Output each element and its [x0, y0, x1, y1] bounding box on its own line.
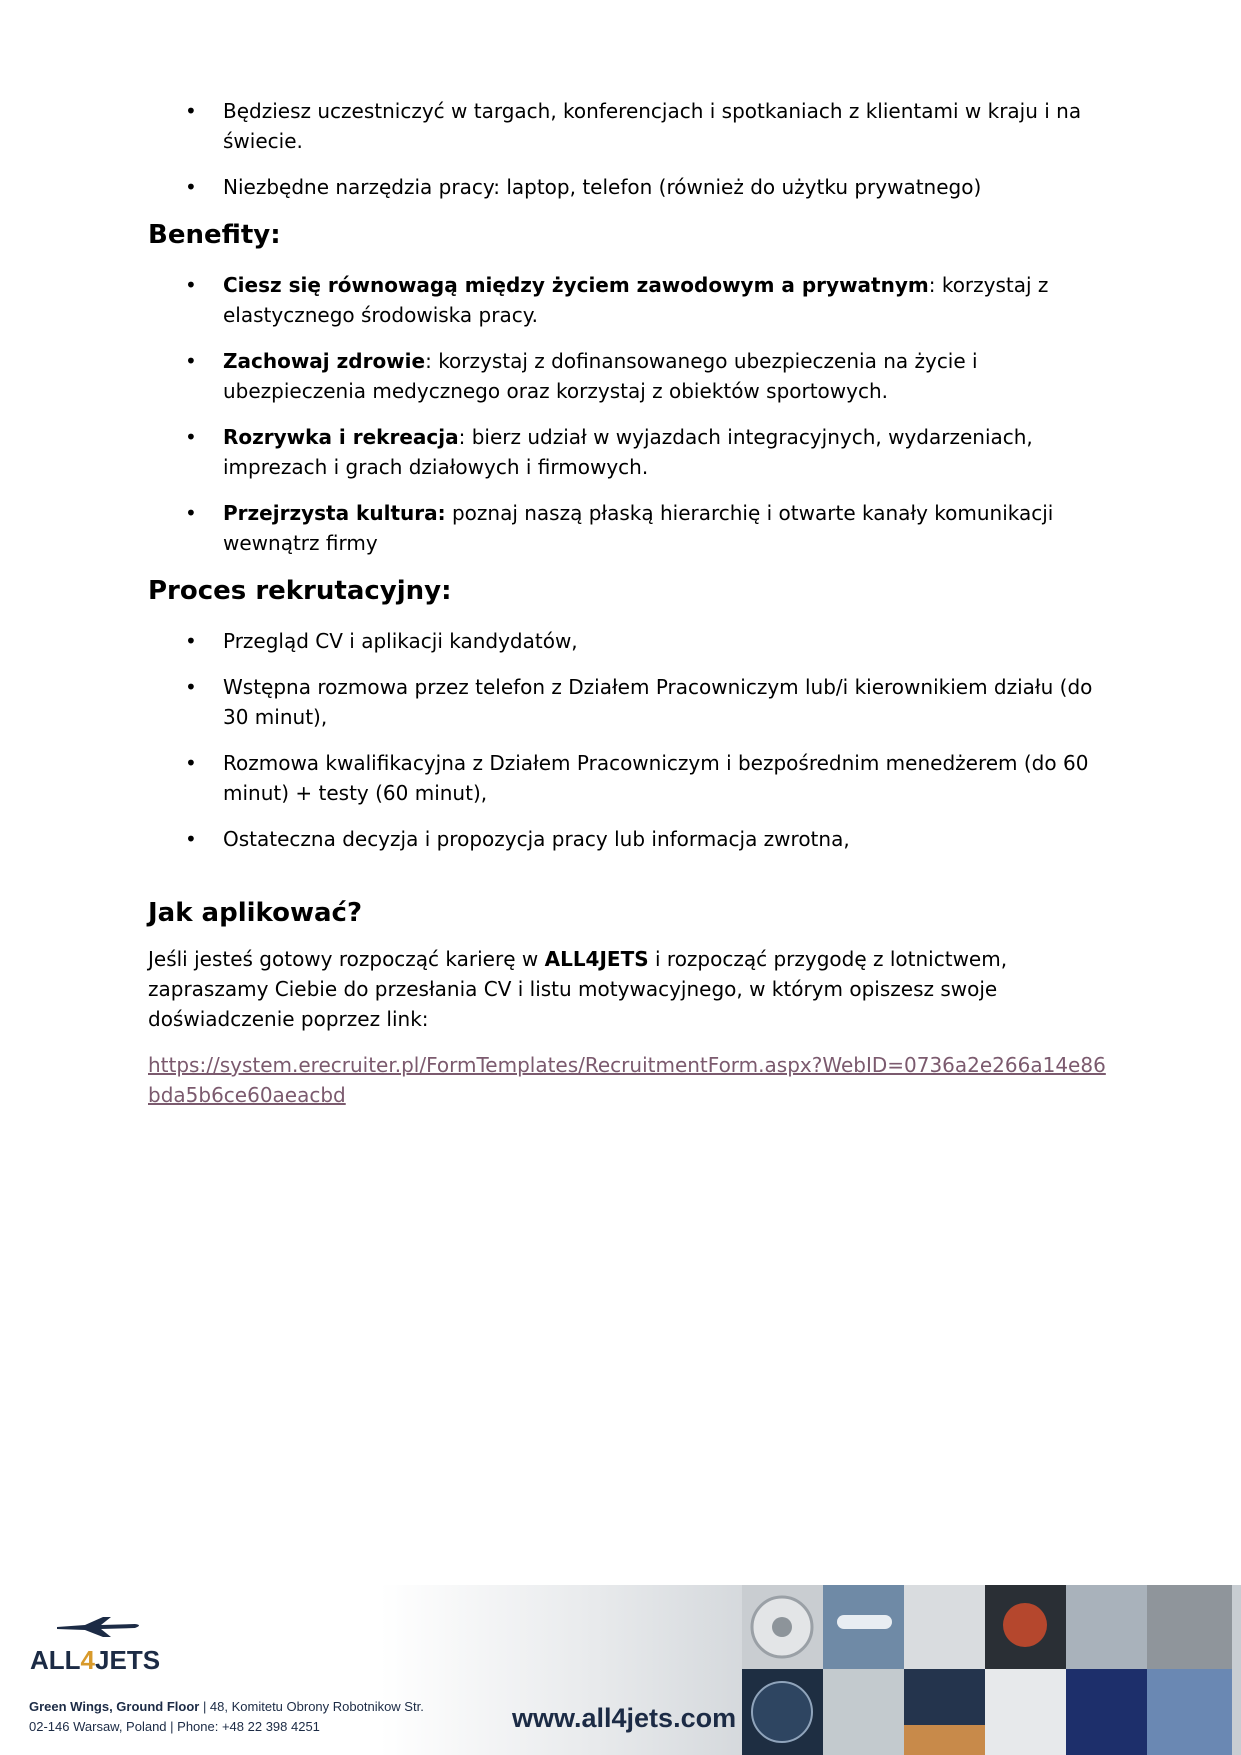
footer-address-line-2: 02-146 Warsaw, Poland | Phone: +48 22 398 4251	[29, 1719, 320, 1734]
process-heading: Proces rekrutacyjny:	[148, 576, 452, 606]
list-item-text: Przegląd CV i aplikacji kandydatów,	[223, 629, 578, 653]
recruitment-form-link[interactable]: https://system.erecruiter.pl/FormTemplates/RecruitmentForm.aspx?WebID=0736a2e266a14e86bda5b6ce60aeacbd	[148, 1053, 1106, 1107]
logo-wordmark: ALL4JETS	[30, 1645, 161, 1675]
bullet-icon: •	[185, 751, 197, 775]
benefits-list	[148, 270, 1108, 558]
benefit-text: : korzystaj z dofinansowanego ubezpieczenia na życie i ubezpieczenia medycznego oraz korzystaj z obiektów sportowych.	[223, 349, 978, 403]
apply-heading: Jak aplikować?	[148, 898, 363, 928]
all4jets-logo	[30, 1603, 180, 1693]
list-item	[148, 172, 1108, 202]
apply-text-before: Jeśli jesteś gotowy rozpocząć karierę w	[148, 947, 545, 971]
footer-address-line-1: Green Wings, Ground Floor | 48, Komitetu Obrony Robotnikow Str.	[29, 1699, 424, 1714]
list-item-text: Rozmowa kwalifikacyjna z Działem Pracowniczym i bezpośrednim menedżerem (do 60 minut) + testy (60 minut),	[223, 751, 1089, 805]
top-bullet-list	[148, 96, 1108, 202]
bullet-icon: •	[185, 629, 197, 653]
list-item-text: Będziesz uczestniczyć w targach, konferencjach i spotkaniach z klientami w kraju i na świecie.	[223, 99, 1082, 153]
list-item	[148, 824, 1108, 854]
bullet-icon: •	[185, 99, 197, 123]
bullet-icon: •	[185, 273, 197, 297]
benefit-text: : bierz udział w wyjazdach integracyjnych, wydarzeniach, imprezach i grach działowych i firmowych.	[223, 425, 1033, 479]
apply-paragraph	[148, 944, 1108, 1034]
list-item	[148, 346, 1108, 406]
bullet-icon: •	[185, 349, 197, 373]
list-item-text: Ostateczna decyzja i propozycja pracy lub informacja zwrotna,	[223, 827, 850, 851]
bullet-icon: •	[185, 425, 197, 449]
benefits-heading: Benefity:	[148, 220, 281, 250]
footer-website[interactable]: www.all4jets.com	[512, 1703, 737, 1733]
process-list	[148, 626, 1108, 854]
benefit-text: poznaj naszą płaską hierarchię i otwarte kanały komunikacji wewnątrz firmy	[223, 501, 1054, 555]
apply-text-after: i rozpocząć przygodę z lotnictwem, zapraszamy Ciebie do przesłania CV i listu motywacyjnego, w którym opiszesz swoje doświadczenie poprzez link:	[148, 947, 1008, 1031]
document-body	[148, 96, 1108, 1110]
bullet-icon: •	[185, 827, 197, 851]
benefit-title: Zachowaj zdrowie	[223, 349, 426, 373]
list-item	[148, 422, 1108, 482]
benefit-title: Przejrzysta kultura:	[223, 501, 446, 525]
benefit-title: Ciesz się równowagą między życiem zawodowym a prywatnym	[223, 273, 929, 297]
footer	[0, 1585, 1241, 1755]
list-item	[148, 748, 1108, 808]
brand-name: ALL4JETS	[544, 947, 649, 971]
benefit-text: : korzystaj z elastycznego środowiska pracy.	[223, 273, 1049, 327]
bullet-icon: •	[185, 175, 197, 199]
list-item	[148, 626, 1108, 656]
list-item	[148, 672, 1108, 732]
list-item	[148, 270, 1108, 330]
list-item-text: Wstępna rozmowa przez telefon z Działem Pracowniczym lub/i kierownikiem działu (do 30 minut),	[223, 675, 1093, 729]
airplane-icon	[55, 1613, 145, 1639]
list-item	[148, 96, 1108, 156]
list-item-text: Niezbędne narzędzia pracy: laptop, telefon (również do użytku prywatnego)	[223, 175, 982, 199]
bullet-icon: •	[185, 675, 197, 699]
benefit-title: Rozrywka i rekreacja	[223, 425, 459, 449]
list-item	[148, 498, 1108, 558]
bullet-icon: •	[185, 501, 197, 525]
footer-photo-collage	[742, 1585, 1232, 1755]
